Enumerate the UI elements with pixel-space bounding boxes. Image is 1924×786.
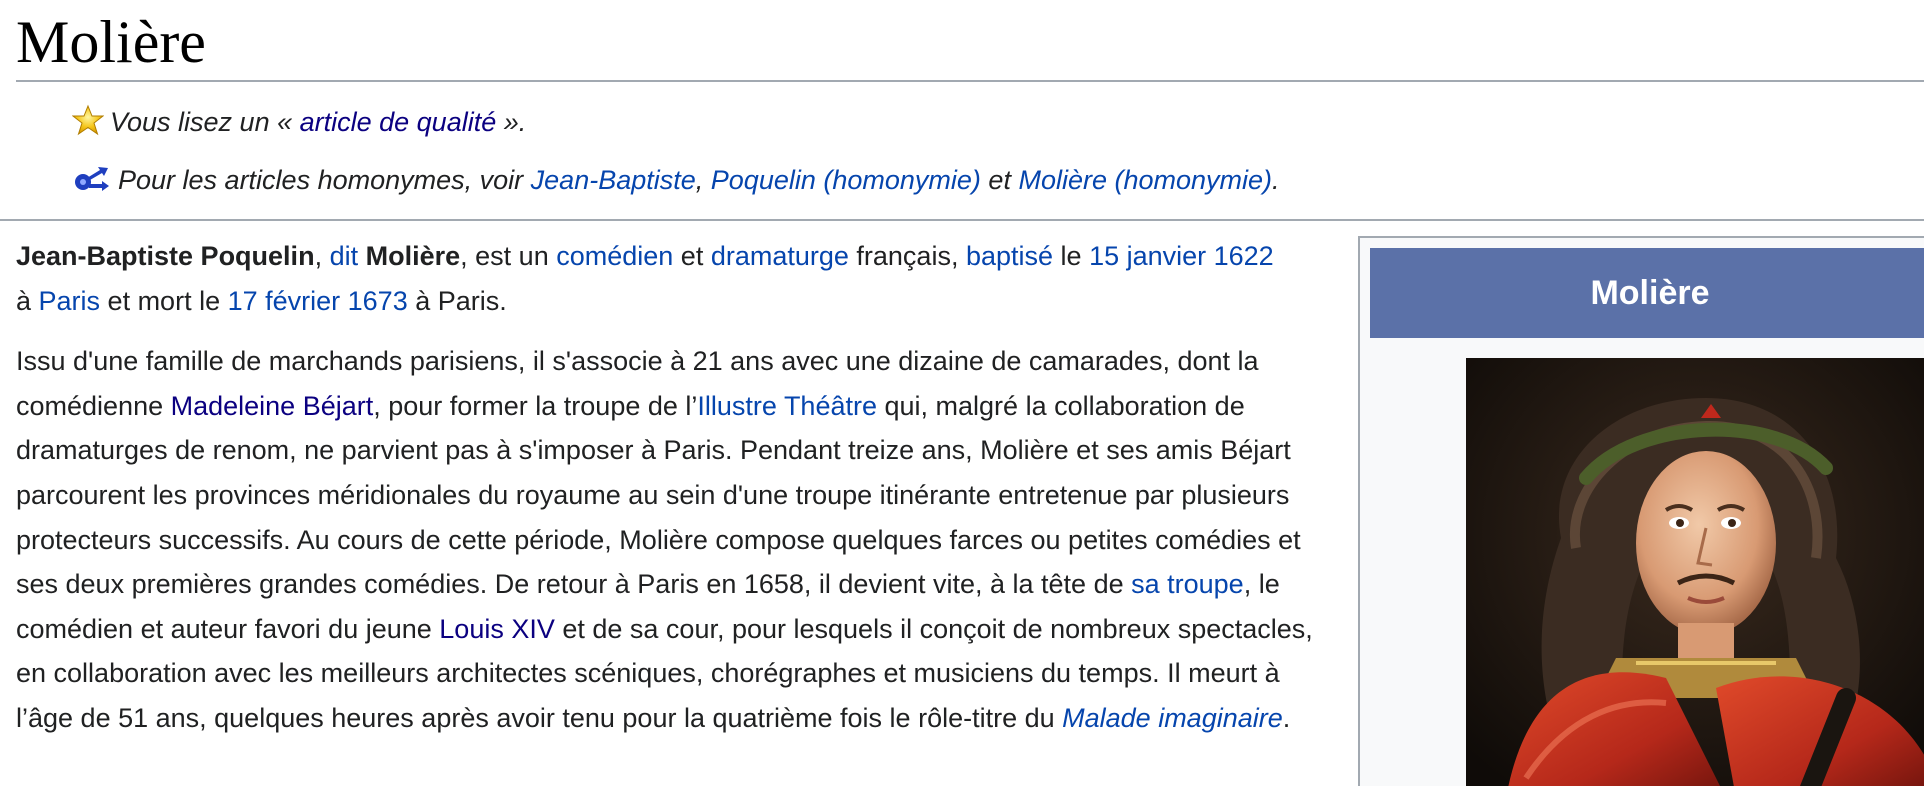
- subject-name: Jean-Baptiste Poquelin: [16, 241, 315, 271]
- portrait-image[interactable]: [1466, 358, 1924, 786]
- quality-hatnote-suffix: ».: [496, 107, 527, 138]
- malade-imaginaire-link[interactable]: Malade imaginaire: [1062, 702, 1283, 733]
- page-title: Molière: [16, 9, 206, 75]
- homonyms-hatnote-suffix: .: [1272, 165, 1280, 196]
- intro-text: et: [673, 241, 711, 271]
- disambiguation-icon: [72, 162, 112, 202]
- intro-text: le: [1053, 241, 1090, 271]
- paragraph-text: , pour former la troupe de l’: [373, 390, 698, 421]
- infobox-title: Molière: [1370, 248, 1924, 338]
- birth-date-link[interactable]: 15 janvier 1622: [1089, 241, 1274, 271]
- career-paragraph: [16, 339, 1336, 740]
- hatnote-divider: [0, 219, 1924, 221]
- intro-text: [358, 241, 366, 271]
- homonyms-separator-1: ,: [695, 165, 711, 196]
- intro-text: , est un: [460, 241, 557, 271]
- jean-baptiste-link[interactable]: Jean-Baptiste: [530, 165, 696, 196]
- moliere-homonymie-link[interactable]: Molière (homonymie): [1018, 165, 1273, 196]
- homonyms-separator-2: et: [980, 165, 1019, 196]
- paragraph-text: Issu d'une famille de marchands parisiens, il s'associe à 21 ans avec une dizaine de camarades, dont la comédienne: [16, 346, 1259, 421]
- infobox: [1358, 236, 1924, 786]
- quality-hatnote-prefix: Vous lisez un «: [110, 107, 300, 138]
- homonyms-hatnote: [72, 162, 1280, 202]
- intro-text: ,: [314, 241, 330, 271]
- intro-text: à Paris.: [407, 285, 507, 316]
- title-divider: [16, 80, 1924, 82]
- comedien-link[interactable]: comédien: [556, 241, 674, 271]
- intro-text: français,: [848, 241, 966, 271]
- quality-hatnote: [72, 104, 526, 144]
- paris-link[interactable]: Paris: [38, 285, 101, 316]
- intro-text: et mort le: [100, 285, 228, 316]
- star-icon: [72, 104, 104, 144]
- louis-xiv-link[interactable]: Louis XIV: [439, 613, 555, 644]
- illustre-theatre-link[interactable]: Illustre Théâtre: [697, 390, 877, 421]
- paragraph-text: .: [1282, 702, 1291, 733]
- poquelin-homonymie-link[interactable]: Poquelin (homonymie): [710, 165, 981, 196]
- article-body: [16, 234, 1336, 757]
- quality-article-link[interactable]: article de qualité: [299, 107, 497, 138]
- dit-link[interactable]: dit: [329, 241, 359, 271]
- death-date-link[interactable]: 17 février 1673: [227, 285, 408, 316]
- homonyms-hatnote-prefix: Pour les articles homonymes, voir: [118, 165, 531, 196]
- paragraph-text: qui, malgré la collaboration de dramaturges de renom, ne parvient pas à s'imposer à Paris. Pendant treize ans, Molière et ses amis Béjart parcourent les provinces méridionales du royaume au sein d'une troupe itinérante entretenue par plusieurs protecteurs successifs. Au cours de cette période, Molière compose quelques farces ou petites comédies et ses deux premières grandes comédies. De retour à Paris en 1658, il devient vite, à la tête de: [16, 390, 1301, 600]
- baptise-link[interactable]: baptisé: [965, 241, 1054, 271]
- intro-paragraph: [16, 234, 1336, 323]
- sa-troupe-link[interactable]: sa troupe: [1131, 569, 1244, 600]
- paragraph-text: , le comédien et auteur favori du jeune: [16, 569, 1280, 644]
- paragraph-text: et de sa cour, pour lesquels il conçoit de nombreux spectacles, en collaboration avec les meilleurs architectes scéniques, chorégraphes et musiciens du temps. Il meurt à l’âge de 51 ans, quelques heures après avoir tenu pour la quatrième fois le rôle-titre du: [16, 613, 1313, 733]
- intro-text: à: [16, 285, 39, 316]
- subject-pseudonym: Molière: [365, 241, 461, 271]
- madeleine-bejart-link[interactable]: Madeleine Béjart: [170, 390, 374, 421]
- dramaturge-link[interactable]: dramaturge: [710, 241, 849, 271]
